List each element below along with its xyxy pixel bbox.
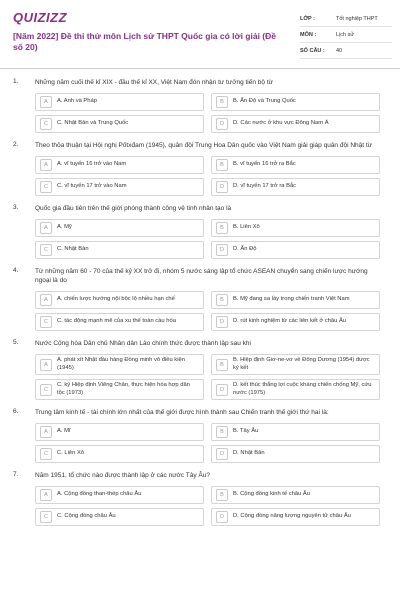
answer-option[interactable] <box>211 354 380 375</box>
question-item <box>0 468 400 526</box>
option-text: C. Nhật Bản <box>57 246 89 253</box>
option-letter-box: A <box>40 294 52 306</box>
option-letter-box: A <box>40 359 52 371</box>
option-letter-box: A <box>40 426 52 438</box>
answer-option[interactable] <box>35 291 204 309</box>
option-text: C. tác động mạnh mẽ của xu thế toàn cầu hóa <box>57 318 176 325</box>
answer-option[interactable] <box>35 508 204 526</box>
option-letter-box: A <box>40 96 52 108</box>
question-text: Trung tâm kinh tế - tài chính lớn nhất của thế giới được hình thành sau Chiến tranh thế giới thứ hai là: <box>35 409 329 416</box>
question-item <box>0 405 400 463</box>
option-text: D. Ấn Độ <box>233 246 257 253</box>
question-number: 4. <box>13 267 19 274</box>
option-letter-box: C <box>40 181 52 193</box>
answer-option[interactable] <box>211 241 380 259</box>
option-letter-box: C <box>40 316 52 328</box>
option-text: D. kết thúc thắng lợi cuộc kháng chiến chống Mỹ, cứu nước (1975) <box>233 382 372 396</box>
answer-option[interactable] <box>211 178 380 196</box>
option-text: C. ký Hiệp định Viêng Chăn, thực hiện hòa hợp dân tộc (1973) <box>57 382 190 396</box>
option-letter-box: D <box>216 181 228 193</box>
option-text: B. vĩ tuyến 16 trở ra Bắc <box>233 161 296 168</box>
answer-option[interactable] <box>35 486 204 504</box>
option-letter-box: D <box>216 511 228 523</box>
option-letter-box: A <box>40 222 52 234</box>
option-letter-box: A <box>40 159 52 171</box>
answer-option[interactable] <box>35 178 204 196</box>
question-text: Những năm cuối thế kỉ XIX - đầu thế kỉ XX, Việt Nam đón nhận tư tưởng tiến bộ từ <box>35 79 273 86</box>
option-text: D. rút kinh nghiệm từ các liên kết ở châu Âu <box>233 318 347 325</box>
option-text: D. Các nước ở khu vực Đông Nam Á <box>233 120 329 127</box>
option-letter-box: D <box>216 384 228 396</box>
question-number: 6. <box>13 408 19 415</box>
question-text: Năm 1951, tổ chức nào được thành lập ở các nước Tây Âu? <box>35 472 210 479</box>
option-text: D. Cộng đồng năng lượng nguyên tử châu Âu <box>233 513 351 520</box>
option-text: C. Cộng đồng châu Âu <box>57 513 116 520</box>
option-letter-box: D <box>216 316 228 328</box>
worksheet-header <box>0 0 400 64</box>
answer-option[interactable] <box>211 423 380 441</box>
meta-value: Tốt nghiệp THPT <box>336 15 378 22</box>
worksheet-meta-table <box>300 11 392 59</box>
answer-options <box>35 219 380 259</box>
option-text: D. Nhật Bản <box>233 450 265 457</box>
option-letter-box: B <box>216 426 228 438</box>
option-text: A. Mỹ <box>57 224 72 231</box>
option-text: A. Mĩ <box>57 428 71 435</box>
option-text: A. chiến lược hướng nội bộc lộ nhiều hạn chế <box>57 296 175 303</box>
answer-option[interactable] <box>211 291 380 309</box>
option-letter-box: B <box>216 294 228 306</box>
answer-option[interactable] <box>35 115 204 133</box>
answer-option[interactable] <box>35 354 204 375</box>
question-text: Theo thỏa thuận tại Hội nghị Pốtxđam (1945), quân đội Trung Hoa Dân quốc vào Việt Nam giải giáp quân đội Nhật từ <box>35 142 373 149</box>
answer-option[interactable] <box>35 156 204 174</box>
meta-row-subject <box>300 27 392 43</box>
meta-value: Lịch sử <box>336 31 355 38</box>
meta-label: SỐ CÂU : <box>300 47 325 54</box>
meta-label: LỚP : <box>300 15 315 22</box>
option-text: A. Cộng đồng than-thép châu Âu <box>57 491 142 498</box>
answer-option[interactable] <box>211 156 380 174</box>
option-letter-box: D <box>216 118 228 130</box>
option-letter-box: B <box>216 489 228 501</box>
option-letter-box: C <box>40 244 52 256</box>
option-text: B. Liên Xô <box>233 224 260 231</box>
meta-label: MÔN : <box>300 31 317 38</box>
answer-option[interactable] <box>211 115 380 133</box>
option-text: C. Nhật Bản và Trung Quốc <box>57 120 129 127</box>
answer-option[interactable] <box>35 423 204 441</box>
question-number: 7. <box>13 471 19 478</box>
answer-option[interactable] <box>35 219 204 237</box>
option-text: A. phát xít Nhật đầu hàng Đồng minh vô điều kiện (1945) <box>57 357 185 371</box>
option-text: B. Hiệp định Giơ-ne-vơ về Đông Dương (1954) được ký kết <box>233 357 370 371</box>
option-letter-box: B <box>216 159 228 171</box>
question-item <box>0 336 400 400</box>
question-number: 1. <box>13 78 19 85</box>
option-letter-box: D <box>216 448 228 460</box>
question-number: 5. <box>13 339 19 346</box>
answer-option[interactable] <box>211 313 380 331</box>
option-text: A. vĩ tuyến 16 trở vào Nam <box>57 161 127 168</box>
option-letter-box: B <box>216 359 228 371</box>
header-divider <box>0 68 400 69</box>
option-text: B. Mỹ đang sa lầy trong chiến tranh Việt Nam <box>233 296 350 303</box>
answer-option[interactable] <box>35 445 204 463</box>
option-letter-box: C <box>40 384 52 396</box>
option-text: A. Anh và Pháp <box>57 98 97 105</box>
answer-option[interactable] <box>35 93 204 111</box>
question-text: Nước Cộng hòa Dân chủ Nhân dân Lào chính thức được thành lập sau khi <box>35 340 251 347</box>
option-text: B. Tây Âu <box>233 428 259 435</box>
quizizz-logo: QUIZIZZ <box>13 10 68 25</box>
question-number: 3. <box>13 204 19 211</box>
answer-option[interactable] <box>35 379 204 400</box>
answer-options <box>35 291 380 331</box>
question-item <box>0 201 400 259</box>
question-text: Quốc gia đầu tiên trên thế giới phóng thành công vệ tinh nhân tạo là <box>35 205 232 212</box>
meta-row-question-count <box>300 43 392 59</box>
answer-option[interactable] <box>211 93 380 111</box>
question-item <box>0 138 400 196</box>
option-letter-box: B <box>216 96 228 108</box>
question-number: 2. <box>13 141 19 148</box>
meta-value: 40 <box>336 47 343 54</box>
option-letter-box: C <box>40 511 52 523</box>
question-text: Từ những năm 60 - 70 của thế kỷ XX trở đi, nhóm 5 nước sáng lập tổ chức ASEAN chuyển sang chiến lược hướng ngoại là do <box>35 268 368 284</box>
question-item <box>0 75 400 133</box>
option-text: D. vĩ tuyến 17 trở ra Bắc <box>233 183 297 190</box>
option-letter-box: C <box>40 448 52 460</box>
answer-option[interactable] <box>211 445 380 463</box>
option-letter-box: A <box>40 489 52 501</box>
answer-option[interactable] <box>211 486 380 504</box>
meta-row-class <box>300 11 392 27</box>
answer-options <box>35 354 380 400</box>
option-letter-box: D <box>216 244 228 256</box>
answer-option[interactable] <box>211 219 380 237</box>
answer-option[interactable] <box>35 241 204 259</box>
option-text: C. Liên Xô <box>57 450 85 457</box>
question-list <box>0 75 400 531</box>
answer-options <box>35 93 380 133</box>
answer-option[interactable] <box>35 313 204 331</box>
question-item <box>0 264 400 331</box>
option-letter-box: B <box>216 222 228 234</box>
option-text: B. Cộng đồng kinh tế châu Âu <box>233 491 311 498</box>
answer-option[interactable] <box>211 379 380 400</box>
option-text: B. Ấn Độ và Trung Quốc <box>233 98 296 105</box>
answer-options <box>35 156 380 196</box>
worksheet-title: [Năm 2022] Đề thi thử môn Lịch sử THPT Quốc gia có lời giải (Đề số 20) <box>13 31 277 52</box>
option-letter-box: C <box>40 118 52 130</box>
answer-options <box>35 423 380 463</box>
answer-option[interactable] <box>211 508 380 526</box>
answer-options <box>35 486 380 526</box>
option-text: C. vĩ tuyến 17 trở vào Nam <box>57 183 127 190</box>
